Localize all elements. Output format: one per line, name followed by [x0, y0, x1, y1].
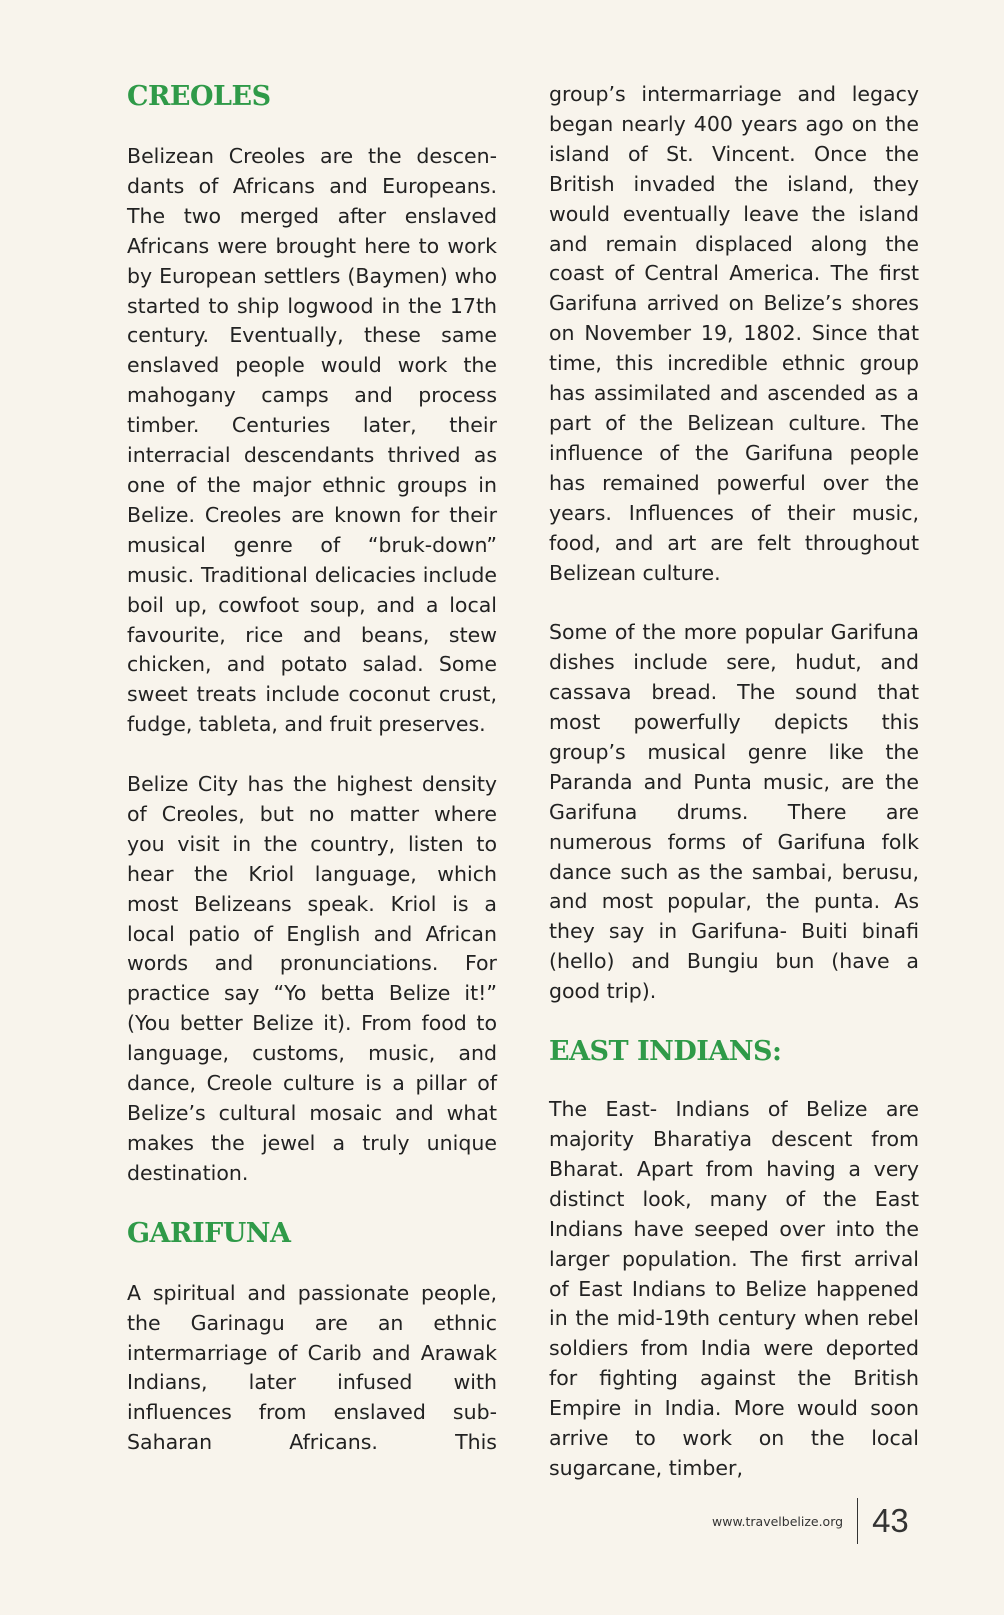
heading-east-indians: EAST INDIANS: — [549, 1036, 782, 1068]
heading-creoles: CREOLES — [127, 81, 271, 112]
left-column — [127, 80, 497, 1458]
garifuna-paragraph-1-continued: group’s intermarriage and legacy began nearly 400 years ago on the island of St. Vincent. Once the British invaded the island, they would eventually leave the island and remain displaced along the coast of Central America. The first Garifuna arrived on Belize’s shores on November 19, 1802. Since that time, this incredible ethnic group has assimilated and ascended as a part of the Belizean culture. The influence of the Garifuna people has remained powerful over the years. Influences of their music, food, and art are felt throughout Belizean culture. — [549, 82, 919, 585]
page-number: 43 — [872, 1502, 909, 1539]
page-footer — [712, 1498, 909, 1544]
creoles-paragraph-2: Belize City has the highest density of Creoles, but no matter where you visit in the country, listen to hear the Kriol language, which most Belizeans speak. Kriol is a local patio of English and African words and pronunciations. For practice say “Yo betta Belize it!” (You better Belize it). From food to language, customs, music, and dance, Creole culture is a pillar of Belize’s cultural mosaic and what makes the jewel a truly unique destination. — [127, 772, 497, 1185]
garifuna-paragraph-1: A spiritual and passionate people, the Garinagu are an ethnic intermarriage of Carib and Arawak Indians, later infused with influences from enslaved sub-Saharan Africans. This — [127, 1280, 497, 1455]
east-indians-paragraph-1: The East- Indians of Belize are majority Bharatiya descent from Bharat. Apart from having a very distinct look, many of the East Indians have seeped over into the larger population. The first arrival of East Indians to Belize happened in the mid-19th century when rebel soldiers from India were deported for fighting against the British Empire in India. More would soon arrive to work on the local sugarcane, timber, — [549, 1097, 919, 1480]
creoles-paragraph-1: Belizean Creoles are the descendants of Africans and Europeans. The two merged after enslaved Africans were brought here to work by European settlers (Baymen) who started to ship logwood in the 17th century. Eventually, these same enslaved people would work the mahogany camps and process timber. Centuries later, their interracial descendants thrived as one of the major ethnic groups in Belize. Creoles are known for their musical genre of “bruk-down” music. Traditional delicacies include boil up, cowfoot soup, and a local favourite, rice and beans, stew chicken, and potato salad. Some sweet treats include coconut crust, fudge, tableta, and fruit preserves. — [127, 144, 497, 737]
heading-garifuna: GARIFUNA — [127, 1217, 291, 1249]
right-column — [549, 80, 919, 1484]
footer-url: www.travelbelize.org — [712, 1513, 844, 1529]
garifuna-paragraph-2: Some of the more popular Garifuna dishes include sere, hudut, and cassava bread. The sound that most powerfully depicts this group’s musical genre like the Paranda and Punta music, are the Garifuna drums. There are numerous forms of Garifuna folk dance such as the sambai, berusu, and most popular, the punta. As they say in Garifuna- Buiti binafi (hello) and Bungiu bun (have a good trip). — [549, 620, 919, 1004]
footer-divider — [857, 1498, 858, 1544]
